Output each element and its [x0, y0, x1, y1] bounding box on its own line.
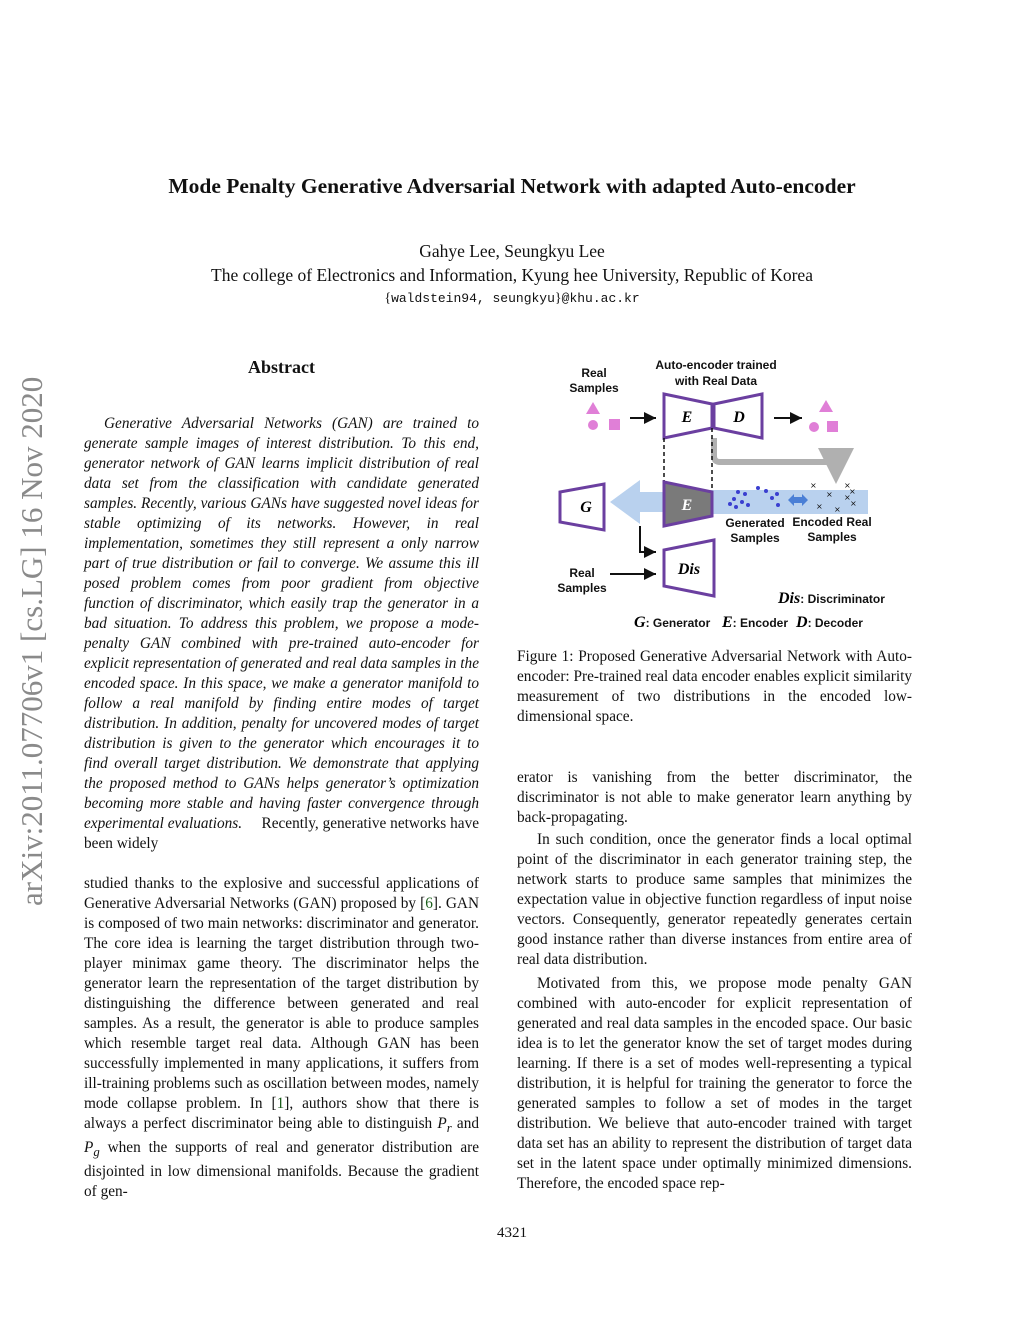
paper-title: Mode Penalty Generative Adversarial Network with adapted Auto-encoder	[168, 174, 856, 198]
feedback-arrow	[610, 480, 664, 524]
circle-shape-icon	[588, 420, 598, 430]
triangle-shape-icon	[586, 402, 600, 414]
generated-label-1: Generated	[725, 516, 785, 530]
transfer-arrow	[714, 438, 836, 478]
abstract-body: Generative Adversarial Networks (GAN) are trained to generate sample images of interest distribution. To this end, generator network of GAN learns implicit distribution of real data set from the classification with candidate generated samples. Recently, various GANs have suggested novel ideas for stable optimizing of its networks. However, in real implementation, sometimes they still represent a only narrow part of true distribution or fail to converge. We assume this ill posed problem comes from poor gradient from objective function of discriminator, which easily trap the generator in a bad situation. To address this problem, we propose a mode-penalty GAN combined with pre-trained auto-encoder for explicit representation of generated and real data samples in the encoded space. In this space, we make a generator manifold to follow a real manifold by finding entire modes of target distribution. In addition, penalty for uncovered modes of target distribution is given to the generator which encourages it to find overall target distribution. We demonstrate that applying the proposed method to GANs helps generator’s optimization becoming more stable and having faster convergence through experimental evaluations.	[84, 415, 479, 832]
svg-text:×: ×	[816, 502, 823, 511]
svg-text:×: ×	[849, 487, 856, 496]
legend-decoder: D: Decoder	[796, 614, 863, 631]
encoded-label-2: Samples	[807, 530, 857, 544]
intro-start: Recently, generative networks have been widely	[84, 815, 480, 852]
legend-generator: G: Generator	[634, 614, 711, 631]
svg-text:×: ×	[844, 481, 851, 490]
author-emails	[0, 291, 1024, 307]
paragraph-1: erator is vanishing from the better discriminator, the discriminator is not able to make generator learn anything by back-propagating.	[517, 769, 912, 826]
left-column-body	[84, 874, 479, 1202]
caption-text: Proposed Generative Adversarial Network with Auto-encoder: Pre-trained real data encoder enables explicit similarity measurement of two distributions in the encoded low-dimensional space.	[517, 648, 912, 725]
email-names: waldstein94, seungkyu	[391, 291, 555, 306]
svg-text:×: ×	[844, 493, 851, 502]
decoder-symbol: D	[733, 409, 745, 426]
svg-text:×: ×	[850, 499, 857, 508]
paragraph-2: In such condition, once the generator finds a local optimal point of the discriminator in each generator training step, the network starts to produce same samples that minimizes the expectation value in objective function regardless of input noise vectors. Consequently, generator repeatedly generates certain good instance rather than diverse instances from entire area of real data distribution.	[517, 831, 912, 968]
citation-link[interactable]: 6	[425, 895, 433, 912]
discriminator-symbol: Dis	[677, 561, 701, 578]
arxiv-identifier: arXiv:2011.07706v1 [cs.LG] 16 Nov 2020	[14, 376, 49, 906]
figure-1	[548, 352, 888, 637]
real-samples-top-label: Real	[581, 366, 607, 380]
encoder-to-dis-arrow	[640, 526, 656, 552]
ae-title-line1: Auto-encoder trained	[655, 358, 777, 372]
svg-text:×: ×	[810, 481, 817, 490]
encoder-symbol-2: E	[681, 497, 693, 514]
triangle-output-icon	[819, 400, 833, 412]
caption-label: Figure 1:	[517, 648, 574, 665]
square-shape-icon	[609, 419, 620, 430]
abstract-heading: Abstract	[248, 357, 315, 377]
generator-symbol: G	[580, 499, 592, 516]
encoder-symbol: E	[681, 409, 693, 426]
page-number: 4321	[497, 1225, 527, 1241]
legend-discriminator: Dis: Discriminator	[778, 590, 885, 607]
right-column-body	[517, 768, 912, 1194]
citation-link[interactable]: 1	[276, 1095, 285, 1112]
circle-output-icon	[809, 422, 819, 432]
email-brace-close: }	[554, 291, 562, 306]
svg-text:×: ×	[826, 490, 833, 499]
svg-text:×: ×	[834, 505, 841, 514]
encoded-label-1: Encoded Real	[792, 515, 872, 529]
paper-authors: Gahye Lee, Seungkyu Lee	[419, 241, 605, 261]
architecture-diagram	[548, 352, 888, 637]
legend-encoder: E: Encoder	[722, 614, 789, 631]
generated-label-2: Samples	[730, 531, 780, 545]
real-samples-top-label2: Samples	[569, 381, 619, 395]
square-output-icon	[827, 421, 838, 432]
paper-affiliation: The college of Electronics and Information, Kyung hee University, Republic of Korea	[211, 265, 813, 285]
intro-paragraph: studied thanks to the explosive and successful applications of Generative Adversarial Networks (GAN) proposed by [6]. GAN is composed of two main networks: discriminator and generator. The core idea is learning the target distribution through two-player minimax game theory. The discriminator helps the generator learn the representation of the target distribution by distinguishing the difference between generated and real samples. As a result, the generator is able to produce samples which resemble target real data. Although GAN has been successfully implemented in many applications, it suffers from ill-training problems such as oscillation between modes, namely mode collapse problem. In [1], authors show that there is always a perfect discriminator being able to distinguish $P_r$ and $P_g$ when the supports of real and generator distribution are disjointed in low dimensional manifolds. Because the gradient of gen-	[84, 875, 479, 1201]
figure-caption	[517, 647, 912, 727]
abstract-text	[84, 414, 479, 854]
ae-title-line2: with Real Data	[674, 374, 758, 388]
paragraph-3: Motivated from this, we propose mode penalty GAN combined with auto-encoder for explicit representation of generated and real data samples in the encoded space. Our basic idea is to let the generator know the set of target modes during learning. If there is a set of modes well-representing a typical distribution, it is helpful for training the generator to force the generated samples to follow a set of modes in the target distribution. We believe that auto-encoder trained with target data set has an ability to represent the distribution of target data set in the latent space under optimally minimized dimensions. Therefore, the encoded space rep-	[517, 975, 912, 1192]
real-samples-bottom-label2: Samples	[557, 581, 607, 595]
email-brace-open: {	[384, 291, 392, 306]
real-samples-bottom-label: Real	[569, 566, 595, 580]
email-domain: @khu.ac.kr	[561, 291, 640, 306]
